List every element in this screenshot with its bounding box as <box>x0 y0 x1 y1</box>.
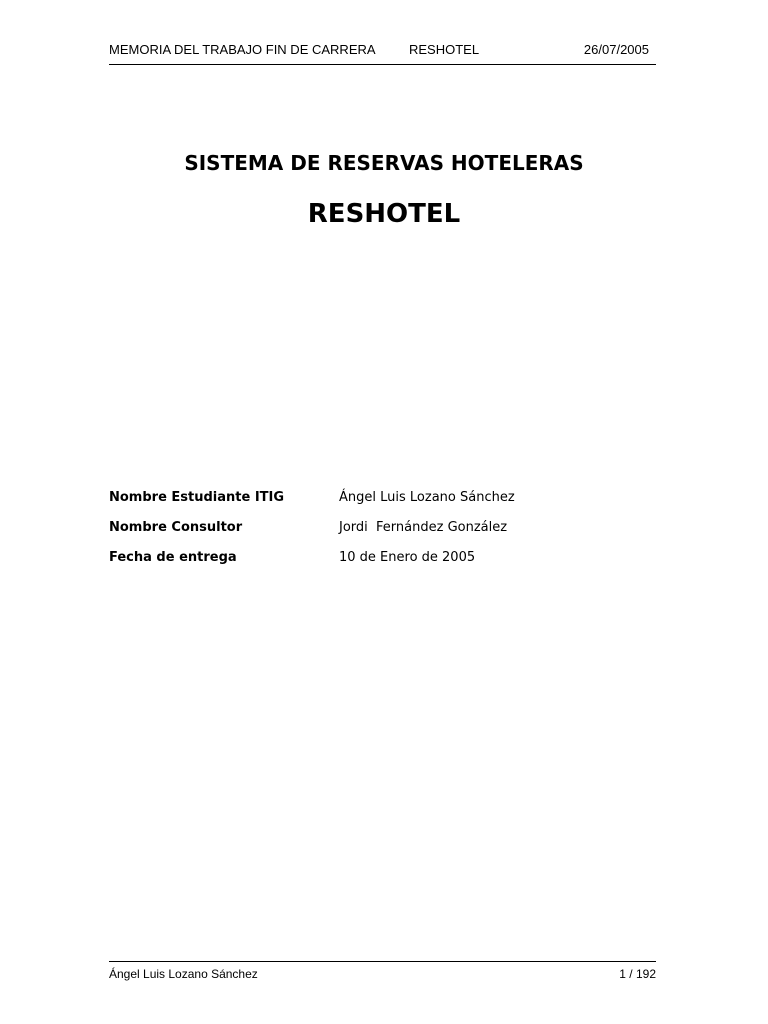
page-header <box>109 40 656 65</box>
info-label-consultant: Nombre Consultor <box>109 520 243 535</box>
info-value-student: Ángel Luis Lozano Sánchez <box>339 490 515 505</box>
info-row-consultant <box>109 520 649 550</box>
document-title: SISTEMA DE RESERVAS HOTELERAS <box>184 151 584 175</box>
document-subtitle: RESHOTEL <box>307 199 461 229</box>
info-row-delivery-date <box>109 550 649 580</box>
info-value-delivery-date: 10 de Enero de 2005 <box>339 550 476 565</box>
info-table <box>109 490 649 580</box>
header-document-type: MEMORIA DEL TRABAJO FIN DE CARRERA <box>109 42 376 57</box>
info-label-delivery-date: Fecha de entrega <box>109 550 237 565</box>
header-date: 26/07/2005 <box>583 42 649 57</box>
footer-page-number: 1 / 192 <box>619 967 656 981</box>
footer-author: Ángel Luis Lozano Sánchez <box>109 967 258 981</box>
header-project-name: RESHOTEL <box>409 42 480 57</box>
info-value-consultant: Jordi Fernández González <box>339 520 508 535</box>
page-footer <box>109 961 656 986</box>
info-label-student: Nombre Estudiante ITIG <box>109 490 285 505</box>
info-row-student <box>109 490 649 520</box>
